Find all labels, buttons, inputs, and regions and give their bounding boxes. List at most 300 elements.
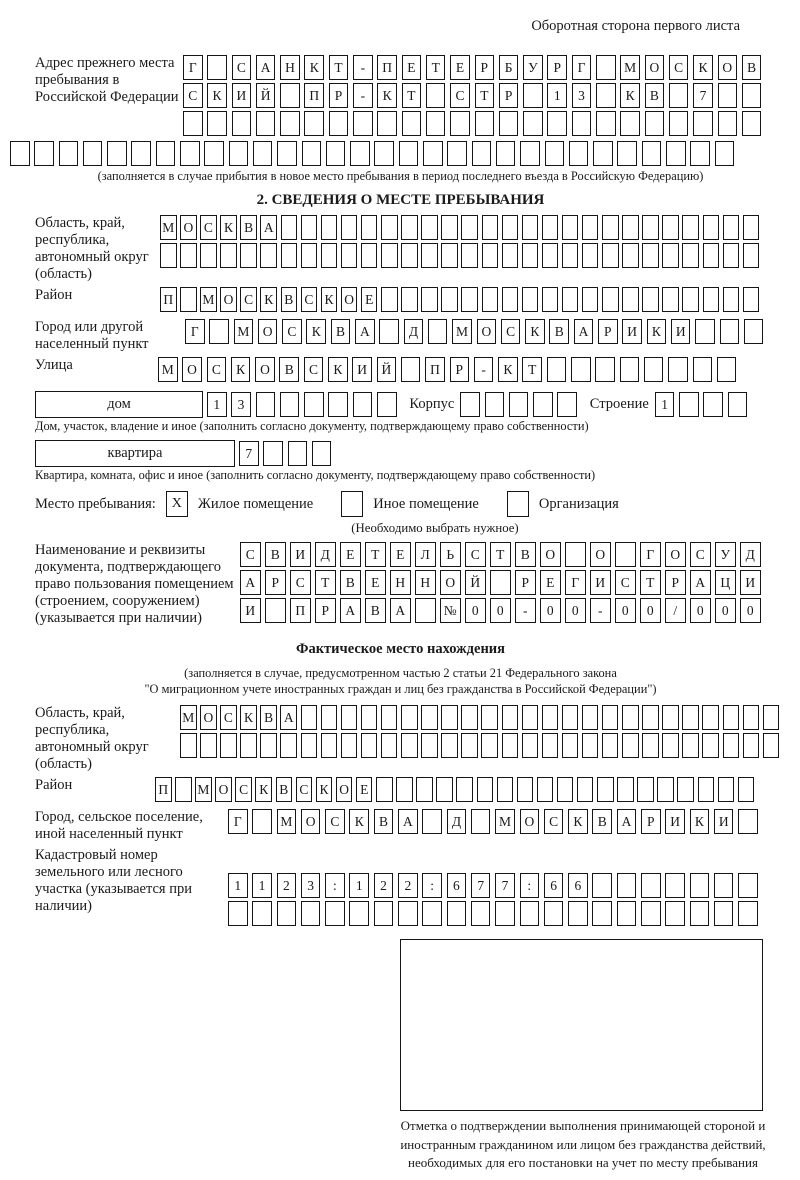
char-cell[interactable] [281,215,298,240]
char-cell[interactable] [547,111,567,136]
char-cell[interactable]: 2 [398,873,418,898]
char-cell[interactable]: Р [499,83,519,108]
char-cell[interactable] [422,809,442,834]
char-cell[interactable]: О [258,319,278,344]
char-cell[interactable]: Б [499,55,519,80]
char-cell[interactable] [679,392,699,417]
char-cell[interactable] [517,777,534,802]
char-cell[interactable]: Г [183,55,203,80]
char-cell[interactable]: К [240,705,257,730]
char-cell[interactable]: С [669,55,689,80]
char-cell[interactable] [402,111,422,136]
char-cell[interactable]: И [671,319,691,344]
char-cell[interactable] [582,243,599,268]
char-cell[interactable] [714,873,734,898]
char-cell[interactable]: В [742,55,762,80]
char-cell[interactable] [592,873,612,898]
char-cell[interactable]: Е [340,542,361,567]
char-cell[interactable] [180,243,197,268]
char-cell[interactable] [240,243,257,268]
char-cell[interactable]: Т [475,83,495,108]
char-cell[interactable]: А [240,570,261,595]
char-cell[interactable] [703,287,720,312]
char-cell[interactable]: Т [365,542,386,567]
char-cell[interactable] [562,215,579,240]
char-cell[interactable] [228,901,248,926]
char-cell[interactable] [381,243,398,268]
char-cell[interactable]: И [665,809,685,834]
char-cell[interactable]: К [498,357,518,382]
char-cell[interactable]: О [301,809,321,834]
char-cell[interactable] [557,392,577,417]
char-cell[interactable]: С [296,777,313,802]
char-cell[interactable]: Г [565,570,586,595]
char-cell[interactable] [499,111,519,136]
char-cell[interactable]: У [715,542,736,567]
char-cell[interactable] [642,733,659,758]
char-cell[interactable] [669,111,689,136]
char-cell[interactable] [482,287,499,312]
char-cell[interactable] [738,777,755,802]
char-cell[interactable] [381,705,398,730]
char-cell[interactable]: К [693,55,713,80]
char-cell[interactable]: Р [547,55,567,80]
char-cell[interactable] [596,55,616,80]
char-cell[interactable] [617,901,637,926]
char-cell[interactable]: О [182,357,202,382]
char-cell[interactable] [523,111,543,136]
char-cell[interactable] [421,733,438,758]
char-cell[interactable] [240,733,257,758]
char-cell[interactable] [220,733,237,758]
char-cell[interactable]: 1 [655,392,675,417]
char-cell[interactable]: П [377,55,397,80]
char-cell[interactable] [743,215,760,240]
char-cell[interactable]: О [645,55,665,80]
char-cell[interactable] [471,901,491,926]
char-cell[interactable]: Р [265,570,286,595]
char-cell[interactable]: С [220,705,237,730]
char-cell[interactable]: С [232,55,252,80]
char-cell[interactable] [436,777,453,802]
char-cell[interactable] [341,733,358,758]
char-cell[interactable] [229,141,249,166]
char-cell[interactable] [471,809,491,834]
char-cell[interactable] [277,901,297,926]
char-cell[interactable] [602,733,619,758]
char-cell[interactable] [695,319,715,344]
char-cell[interactable]: С [690,542,711,567]
char-cell[interactable]: 3 [231,392,251,417]
char-cell[interactable] [421,243,438,268]
char-cell[interactable] [602,287,619,312]
char-cell[interactable]: Д [447,809,467,834]
char-cell[interactable]: О [255,357,275,382]
char-cell[interactable] [252,901,272,926]
char-cell[interactable]: 7 [471,873,491,898]
char-cell[interactable] [742,111,762,136]
char-cell[interactable] [718,111,738,136]
char-cell[interactable] [738,901,758,926]
char-cell[interactable]: : [520,873,540,898]
char-cell[interactable] [565,542,586,567]
char-cell[interactable] [204,141,224,166]
char-cell[interactable]: 6 [568,873,588,898]
char-cell[interactable] [280,392,300,417]
char-cell[interactable] [475,111,495,136]
char-cell[interactable]: Е [450,55,470,80]
char-cell[interactable] [325,901,345,926]
char-cell[interactable] [682,287,699,312]
char-cell[interactable] [690,141,710,166]
char-cell[interactable] [522,287,539,312]
char-cell[interactable]: Л [415,542,436,567]
char-cell[interactable] [703,243,720,268]
char-cell[interactable]: И [232,83,252,108]
char-cell[interactable] [620,357,640,382]
char-cell[interactable] [682,705,699,730]
char-cell[interactable] [542,733,559,758]
char-cell[interactable]: 6 [544,873,564,898]
char-cell[interactable] [763,705,780,730]
char-cell[interactable]: О [477,319,497,344]
char-cell[interactable] [666,141,686,166]
char-cell[interactable]: Й [377,357,397,382]
char-cell[interactable]: 2 [374,873,394,898]
char-cell[interactable] [743,705,760,730]
char-cell[interactable]: И [622,319,642,344]
char-cell[interactable]: О [590,542,611,567]
char-cell[interactable]: Р [450,357,470,382]
char-cell[interactable] [715,141,735,166]
char-cell[interactable]: О [220,287,237,312]
char-cell[interactable]: Т [490,542,511,567]
char-cell[interactable]: А [690,570,711,595]
char-cell[interactable] [723,705,740,730]
char-cell[interactable] [522,733,539,758]
char-cell[interactable] [252,809,272,834]
char-cell[interactable] [622,733,639,758]
char-cell[interactable]: А [355,319,375,344]
char-cell[interactable]: - [590,598,611,623]
char-cell[interactable]: : [325,873,345,898]
char-cell[interactable]: О [336,777,353,802]
char-cell[interactable]: С [465,542,486,567]
char-cell[interactable] [361,215,378,240]
char-cell[interactable]: К [220,215,237,240]
char-cell[interactable]: С [544,809,564,834]
char-cell[interactable] [401,215,418,240]
char-cell[interactable] [301,705,318,730]
char-cell[interactable] [723,243,740,268]
char-cell[interactable]: - [353,83,373,108]
char-cell[interactable]: Г [185,319,205,344]
char-cell[interactable] [562,287,579,312]
char-cell[interactable]: 7 [239,441,259,466]
char-cell[interactable]: К [647,319,667,344]
char-cell[interactable] [482,215,499,240]
char-cell[interactable] [542,243,559,268]
char-cell[interactable] [361,243,378,268]
char-cell[interactable] [642,215,659,240]
char-cell[interactable]: 0 [690,598,711,623]
char-cell[interactable] [59,141,79,166]
char-cell[interactable]: 7 [495,873,515,898]
char-cell[interactable] [545,141,565,166]
char-cell[interactable] [441,733,458,758]
char-cell[interactable] [662,243,679,268]
char-cell[interactable] [568,901,588,926]
char-cell[interactable] [677,777,694,802]
char-cell[interactable] [441,705,458,730]
char-cell[interactable] [379,319,399,344]
char-cell[interactable]: П [425,357,445,382]
char-cell[interactable] [520,141,540,166]
char-cell[interactable] [690,873,710,898]
char-cell[interactable] [328,392,348,417]
char-cell[interactable]: В [276,777,293,802]
checkbox-organization[interactable] [507,491,529,517]
char-cell[interactable] [622,243,639,268]
char-cell[interactable] [743,733,760,758]
char-cell[interactable] [682,215,699,240]
char-cell[interactable]: Г [640,542,661,567]
char-cell[interactable]: 2 [277,873,297,898]
char-cell[interactable] [592,901,612,926]
char-cell[interactable] [644,357,664,382]
char-cell[interactable] [582,733,599,758]
char-cell[interactable] [280,83,300,108]
char-cell[interactable] [301,733,318,758]
char-cell[interactable] [180,141,200,166]
char-cell[interactable] [374,141,394,166]
char-cell[interactable]: Г [572,55,592,80]
char-cell[interactable]: 1 [252,873,272,898]
char-cell[interactable] [562,705,579,730]
char-cell[interactable]: В [340,570,361,595]
char-cell[interactable] [642,287,659,312]
char-cell[interactable]: Г [228,809,248,834]
char-cell[interactable] [321,243,338,268]
char-cell[interactable] [693,111,713,136]
char-cell[interactable] [497,777,514,802]
char-cell[interactable]: А [256,55,276,80]
char-cell[interactable]: В [374,809,394,834]
char-cell[interactable]: К [304,55,324,80]
char-cell[interactable]: 0 [465,598,486,623]
char-cell[interactable] [502,733,519,758]
char-cell[interactable] [265,598,286,623]
char-cell[interactable]: С [282,319,302,344]
char-cell[interactable]: Е [356,777,373,802]
char-cell[interactable]: А [398,809,418,834]
char-cell[interactable] [441,287,458,312]
char-cell[interactable] [617,141,637,166]
char-cell[interactable] [702,705,719,730]
char-cell[interactable] [401,243,418,268]
char-cell[interactable] [582,705,599,730]
char-cell[interactable] [416,777,433,802]
char-cell[interactable]: А [390,598,411,623]
char-cell[interactable]: О [665,542,686,567]
char-cell[interactable]: А [280,705,297,730]
char-cell[interactable] [496,141,516,166]
char-cell[interactable]: № [440,598,461,623]
char-cell[interactable] [301,243,318,268]
char-cell[interactable] [381,733,398,758]
char-cell[interactable]: 0 [490,598,511,623]
char-cell[interactable]: 0 [565,598,586,623]
char-cell[interactable]: П [290,598,311,623]
char-cell[interactable] [302,141,322,166]
char-cell[interactable]: Д [740,542,761,567]
char-cell[interactable]: Т [426,55,446,80]
char-cell[interactable] [577,777,594,802]
char-cell[interactable]: С [325,809,345,834]
char-cell[interactable] [421,705,438,730]
char-cell[interactable]: В [592,809,612,834]
char-cell[interactable]: В [265,542,286,567]
char-cell[interactable] [682,733,699,758]
char-cell[interactable] [602,705,619,730]
char-cell[interactable] [381,215,398,240]
char-cell[interactable]: С [304,357,324,382]
char-cell[interactable] [562,243,579,268]
char-cell[interactable] [341,243,358,268]
char-cell[interactable]: С [450,83,470,108]
char-cell[interactable] [288,441,308,466]
char-cell[interactable] [522,705,539,730]
char-cell[interactable]: И [590,570,611,595]
char-cell[interactable]: Н [280,55,300,80]
char-cell[interactable] [301,215,318,240]
char-cell[interactable] [401,705,418,730]
char-cell[interactable] [569,141,589,166]
char-cell[interactable]: 6 [447,873,467,898]
char-cell[interactable]: В [279,357,299,382]
char-cell[interactable]: О [440,570,461,595]
char-cell[interactable]: П [160,287,177,312]
char-cell[interactable]: Й [465,570,486,595]
char-cell[interactable] [662,287,679,312]
char-cell[interactable] [461,733,478,758]
char-cell[interactable] [220,243,237,268]
char-cell[interactable] [509,392,529,417]
char-cell[interactable] [321,705,338,730]
char-cell[interactable]: Е [540,570,561,595]
char-cell[interactable] [421,215,438,240]
char-cell[interactable] [702,733,719,758]
char-cell[interactable] [703,215,720,240]
char-cell[interactable]: Ц [715,570,736,595]
char-cell[interactable] [399,141,419,166]
char-cell[interactable]: М [195,777,212,802]
char-cell[interactable] [720,319,740,344]
char-cell[interactable] [723,733,740,758]
char-cell[interactable]: Р [515,570,536,595]
char-cell[interactable]: А [340,598,361,623]
char-cell[interactable] [602,215,619,240]
char-cell[interactable] [423,141,443,166]
char-cell[interactable] [156,141,176,166]
char-cell[interactable] [502,287,519,312]
char-cell[interactable] [502,243,519,268]
char-cell[interactable]: Н [390,570,411,595]
char-cell[interactable] [523,83,543,108]
char-cell[interactable] [441,243,458,268]
char-cell[interactable]: А [574,319,594,344]
char-cell[interactable] [482,243,499,268]
char-cell[interactable] [693,357,713,382]
char-cell[interactable] [200,243,217,268]
char-cell[interactable] [717,357,737,382]
char-cell[interactable]: О [215,777,232,802]
char-cell[interactable] [207,111,227,136]
char-cell[interactable]: О [718,55,738,80]
char-cell[interactable]: П [304,83,324,108]
char-cell[interactable]: Ь [440,542,461,567]
char-cell[interactable]: С [240,542,261,567]
char-cell[interactable] [207,55,227,80]
char-cell[interactable] [522,215,539,240]
char-cell[interactable] [742,83,762,108]
char-cell[interactable] [533,392,553,417]
char-cell[interactable] [641,873,661,898]
char-cell[interactable] [557,777,574,802]
char-cell[interactable] [738,873,758,898]
char-cell[interactable] [232,111,252,136]
char-cell[interactable] [596,111,616,136]
char-cell[interactable]: Д [315,542,336,567]
char-cell[interactable] [495,901,515,926]
char-cell[interactable]: 3 [572,83,592,108]
char-cell[interactable]: Е [365,570,386,595]
char-cell[interactable] [738,809,758,834]
char-cell[interactable] [280,111,300,136]
char-cell[interactable]: М [180,705,197,730]
char-cell[interactable]: К [321,287,338,312]
char-cell[interactable] [353,111,373,136]
char-cell[interactable]: В [515,542,536,567]
char-cell[interactable] [582,215,599,240]
char-cell[interactable]: 0 [615,598,636,623]
char-cell[interactable] [542,215,559,240]
char-cell[interactable] [460,392,480,417]
char-cell[interactable]: К [255,777,272,802]
char-cell[interactable] [597,777,614,802]
char-cell[interactable] [743,287,760,312]
char-cell[interactable] [401,357,421,382]
char-cell[interactable]: К [260,287,277,312]
char-cell[interactable]: К [306,319,326,344]
char-cell[interactable] [377,392,397,417]
char-cell[interactable] [572,111,592,136]
char-cell[interactable]: 7 [693,83,713,108]
char-cell[interactable] [321,215,338,240]
char-cell[interactable] [180,733,197,758]
char-cell[interactable] [461,287,478,312]
char-cell[interactable]: 0 [540,598,561,623]
char-cell[interactable] [422,901,442,926]
char-cell[interactable]: С [235,777,252,802]
char-cell[interactable] [209,319,229,344]
char-cell[interactable] [622,215,639,240]
char-cell[interactable] [490,570,511,595]
char-cell[interactable] [571,357,591,382]
checkbox-residential[interactable] [166,491,188,517]
char-cell[interactable]: И [240,598,261,623]
char-cell[interactable] [595,357,615,382]
